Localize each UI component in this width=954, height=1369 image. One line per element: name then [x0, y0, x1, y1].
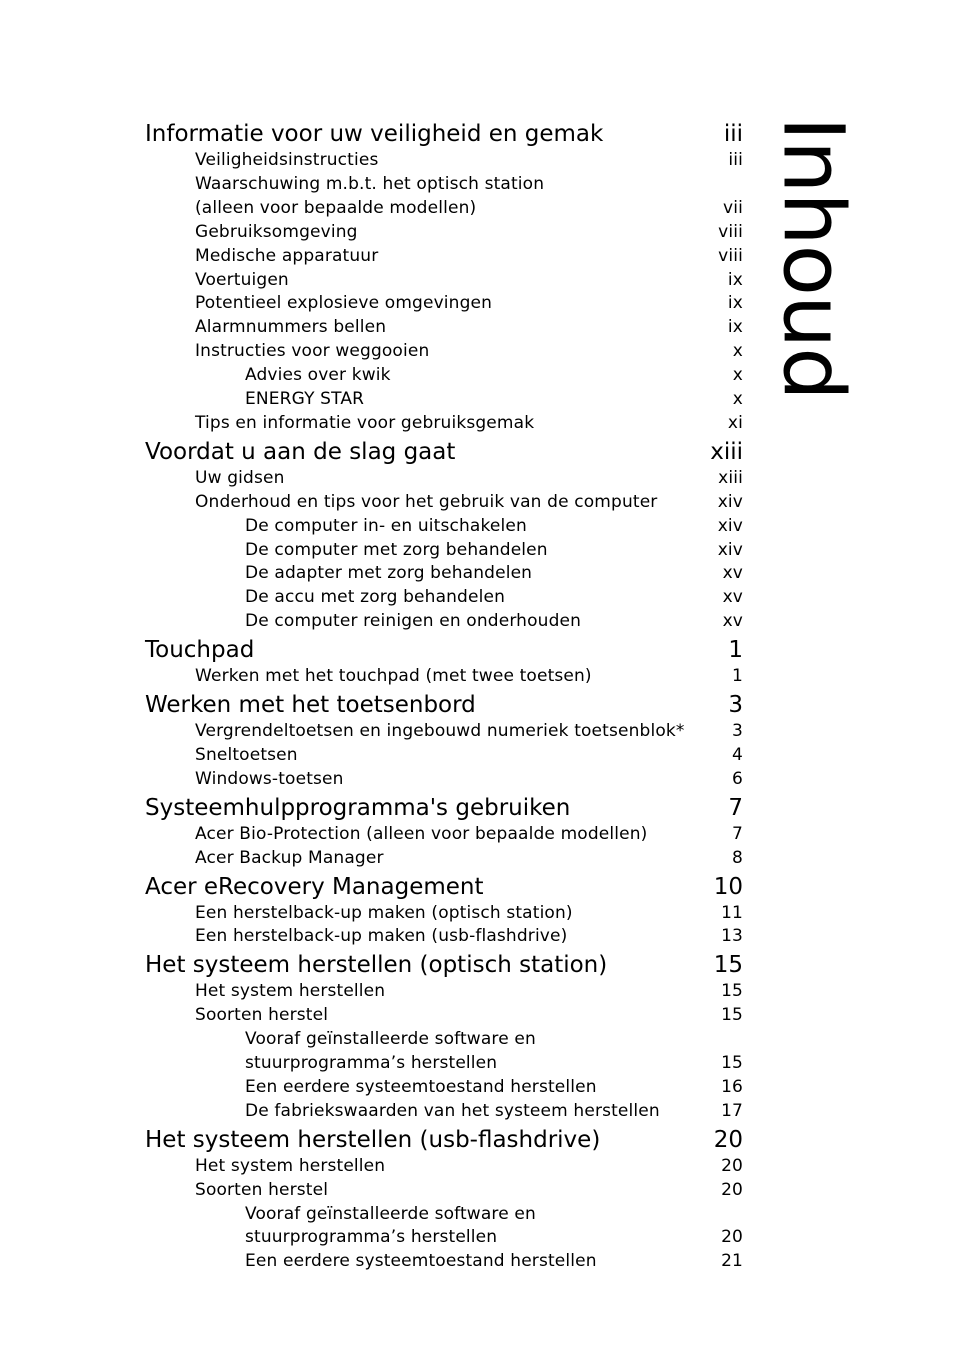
toc-entry-title: De computer met zorg behandelen: [245, 539, 548, 560]
toc-entry[interactable]: [145, 768, 743, 790]
toc-entry[interactable]: [145, 412, 743, 434]
toc-entry-page-number: vii: [723, 197, 743, 218]
toc-entry[interactable]: [145, 149, 743, 171]
toc-entry-title: Gebruiksomgeving: [195, 221, 358, 242]
toc-entry-page-number: 7: [728, 794, 743, 821]
toc-entry-page-number: xiv: [717, 539, 743, 560]
toc-entry-page-number: 20: [713, 1126, 743, 1153]
toc-heading[interactable]: [145, 873, 743, 901]
toc-entry-page-number: 13: [721, 926, 743, 947]
toc-entry-title: Acer eRecovery Management: [145, 873, 484, 900]
toc-entry-title: Een herstelback-up maken (optisch station): [195, 902, 573, 923]
toc-entry-title: Het systeem herstellen (usb-flashdrive): [145, 1126, 601, 1153]
toc-entry-page-number: 3: [732, 721, 743, 741]
toc-entry[interactable]: [145, 1028, 743, 1050]
toc-entry[interactable]: [145, 491, 743, 513]
toc-entry[interactable]: [145, 515, 743, 537]
toc-heading[interactable]: [145, 951, 743, 979]
toc-entry[interactable]: [145, 316, 743, 338]
toc-entry-page-number: iii: [723, 121, 743, 147]
toc-heading[interactable]: [145, 636, 743, 664]
toc-entry[interactable]: [145, 1100, 743, 1122]
toc-entry-page-number: iii: [728, 150, 743, 170]
toc-entry-title: stuurprogramma’s herstellen: [245, 1227, 498, 1248]
toc-entry-page-number: 11: [721, 902, 743, 923]
toc-entry-title: De computer in- en uitschakelen: [245, 515, 527, 536]
toc-entry-page-number: 20: [721, 1179, 743, 1200]
toc-heading[interactable]: [145, 120, 743, 148]
toc-entry-page-number: 15: [721, 981, 743, 1002]
toc-entry-title: Informatie voor uw veiligheid en gemak: [145, 121, 604, 147]
toc-entry-page-number: viii: [718, 221, 743, 242]
toc-entry-title: Een herstelback-up maken (usb-flashdrive): [195, 926, 568, 947]
toc-entry-title: Een eerdere systeemtoestand herstellen: [245, 1076, 597, 1097]
toc-entry-title: De accu met zorg behandelen: [245, 587, 506, 608]
toc-entry-title: Vooraf geïnstalleerde software en: [245, 1029, 536, 1050]
toc-entry-title: Medische apparatuur: [195, 245, 379, 266]
toc-heading[interactable]: [145, 794, 743, 822]
toc-entry[interactable]: [145, 197, 743, 219]
toc-entry-title: Alarmnummers bellen: [195, 317, 387, 338]
toc-entry-title: Het systeem herstellen (optisch station): [145, 952, 608, 979]
toc-entry-page-number: 7: [732, 823, 743, 844]
toc-entry-title: De fabriekswaarden van het systeem herstellen: [245, 1100, 660, 1121]
toc-entry[interactable]: [145, 847, 743, 869]
toc-entry-page-number: xiv: [717, 515, 743, 536]
toc-entry-page-number: 15: [713, 952, 743, 979]
toc-entry-page-number: 15: [721, 1053, 743, 1073]
toc-entry-title: Werken met het touchpad (met twee toetsen): [195, 666, 592, 687]
toc-entry[interactable]: [145, 269, 743, 291]
toc-entry-title: Veiligheidsinstructies: [195, 150, 379, 170]
toc-entry-page-number: 3: [728, 692, 743, 718]
toc-entry[interactable]: [145, 720, 743, 742]
toc-entry-title: De adapter met zorg behandelen: [245, 563, 533, 584]
toc-entry[interactable]: [145, 1155, 743, 1177]
toc-entry-title: Waarschuwing m.b.t. het optisch station: [195, 173, 545, 194]
toc-entry[interactable]: [145, 823, 743, 845]
toc-entry-title: Touchpad: [145, 637, 255, 664]
toc-entry-title: Tips en informatie voor gebruiksgemak: [195, 412, 535, 433]
toc-entry-page-number: ix: [727, 293, 743, 314]
toc-entry[interactable]: [145, 173, 743, 195]
toc-entry-title: Onderhoud en tips voor het gebruik van de computer: [195, 491, 658, 512]
toc-entry[interactable]: [145, 245, 743, 267]
toc-entry[interactable]: [145, 1076, 743, 1098]
toc-entry-title: Potentieel explosieve omgevingen: [195, 293, 493, 314]
toc-entry-title: Voordat u aan de slag gaat: [145, 438, 456, 465]
toc-entry-title: Vooraf geïnstalleerde software en: [245, 1203, 536, 1224]
toc-entry[interactable]: [145, 744, 743, 766]
toc-heading[interactable]: [145, 438, 743, 466]
chapter-title-text: Inhoud: [765, 116, 864, 400]
toc-entry-title: Een eerdere systeemtoestand herstellen: [245, 1251, 597, 1272]
toc-entry-title: ENERGY STAR: [245, 389, 365, 409]
toc-entry-title: Soorten herstel: [195, 1179, 329, 1200]
toc-entry[interactable]: [145, 562, 743, 584]
toc-entry[interactable]: [145, 388, 743, 410]
toc-entry[interactable]: [145, 1179, 743, 1201]
chapter-title-vertical: [765, 116, 864, 400]
toc-entry[interactable]: [145, 221, 743, 243]
toc-entry-page-number: 10: [713, 873, 743, 900]
toc-entry[interactable]: [145, 467, 743, 489]
toc-entry-page-number: 20: [721, 1155, 743, 1176]
toc-entry[interactable]: [145, 1250, 743, 1272]
toc-entry-title: Windows-toetsen: [195, 768, 344, 789]
toc-entry-title: Instructies voor weggooien: [195, 341, 430, 362]
toc-entry[interactable]: [145, 340, 743, 362]
toc-entry[interactable]: [145, 292, 743, 314]
toc-entry-page-number: 1: [728, 637, 743, 664]
toc-entry-title: Acer Backup Manager: [195, 847, 384, 868]
toc-entry-title: (alleen voor bepaalde modellen): [195, 197, 477, 218]
toc-entry-page-number: x: [732, 341, 743, 362]
toc-entry[interactable]: [145, 925, 743, 947]
toc-entry-page-number: 20: [721, 1227, 743, 1248]
toc-entry-title: Het system herstellen: [195, 1155, 386, 1176]
toc-entry-page-number: 16: [721, 1076, 743, 1097]
toc-entry-title: Sneltoetsen: [195, 744, 298, 765]
toc-entry[interactable]: [145, 1052, 743, 1074]
toc-entry[interactable]: [145, 364, 743, 386]
toc-entry[interactable]: [145, 665, 743, 687]
toc-entry-page-number: 17: [721, 1100, 743, 1121]
toc-entry[interactable]: [145, 902, 743, 924]
toc-entry[interactable]: [145, 586, 743, 608]
toc-entry-title: De computer reinigen en onderhouden: [245, 611, 582, 632]
toc-entry-page-number: ix: [727, 269, 743, 290]
toc-entry-page-number: xv: [722, 563, 743, 584]
toc-entry-page-number: 1: [732, 666, 743, 687]
toc-entry-page-number: xi: [727, 412, 743, 433]
toc-entry-page-number: xv: [722, 611, 743, 632]
toc-entry-page-number: xiv: [717, 491, 743, 512]
toc-entry-title: Soorten herstel: [195, 1005, 329, 1026]
toc-entry-title: Uw gidsen: [195, 467, 285, 488]
toc-entry-title: Voertuigen: [195, 269, 289, 290]
toc-entry-title: Het system herstellen: [195, 981, 386, 1002]
toc-entry[interactable]: [145, 610, 743, 632]
toc-entry-page-number: x: [732, 389, 743, 409]
toc-entry[interactable]: [145, 1004, 743, 1026]
toc-entry-page-number: xv: [722, 587, 743, 608]
toc-entry-page-number: ix: [727, 317, 743, 338]
toc-entry-title: stuurprogramma’s herstellen: [245, 1053, 498, 1073]
toc-entry-page-number: xiii: [710, 438, 743, 465]
toc-entry-title: Vergrendeltoetsen en ingebouwd numeriek toetsenblok*: [195, 721, 685, 741]
toc-entry-title: Advies over kwik: [245, 365, 391, 386]
toc-heading[interactable]: [145, 1126, 743, 1154]
toc-entry[interactable]: [145, 1226, 743, 1248]
toc-heading[interactable]: [145, 691, 743, 719]
toc-entry-page-number: 21: [721, 1251, 743, 1272]
toc-entry-page-number: 4: [732, 744, 743, 765]
toc-entry-page-number: viii: [718, 245, 743, 266]
toc-entry-page-number: 15: [721, 1005, 743, 1026]
toc-entry-page-number: x: [732, 365, 743, 386]
toc-entry-title: Systeemhulpprogramma's gebruiken: [145, 794, 571, 821]
toc-entry[interactable]: [145, 539, 743, 561]
toc-entry[interactable]: [145, 980, 743, 1002]
toc-entry-title: Acer Bio-Protection (alleen voor bepaalde modellen): [195, 823, 648, 844]
toc-entry-page-number: 6: [732, 768, 743, 789]
toc-entry-page-number: xiii: [718, 467, 743, 488]
toc-entry[interactable]: [145, 1203, 743, 1225]
toc-entry-title: Werken met het toetsenbord: [145, 692, 476, 718]
toc-entry-page-number: 8: [732, 847, 743, 868]
